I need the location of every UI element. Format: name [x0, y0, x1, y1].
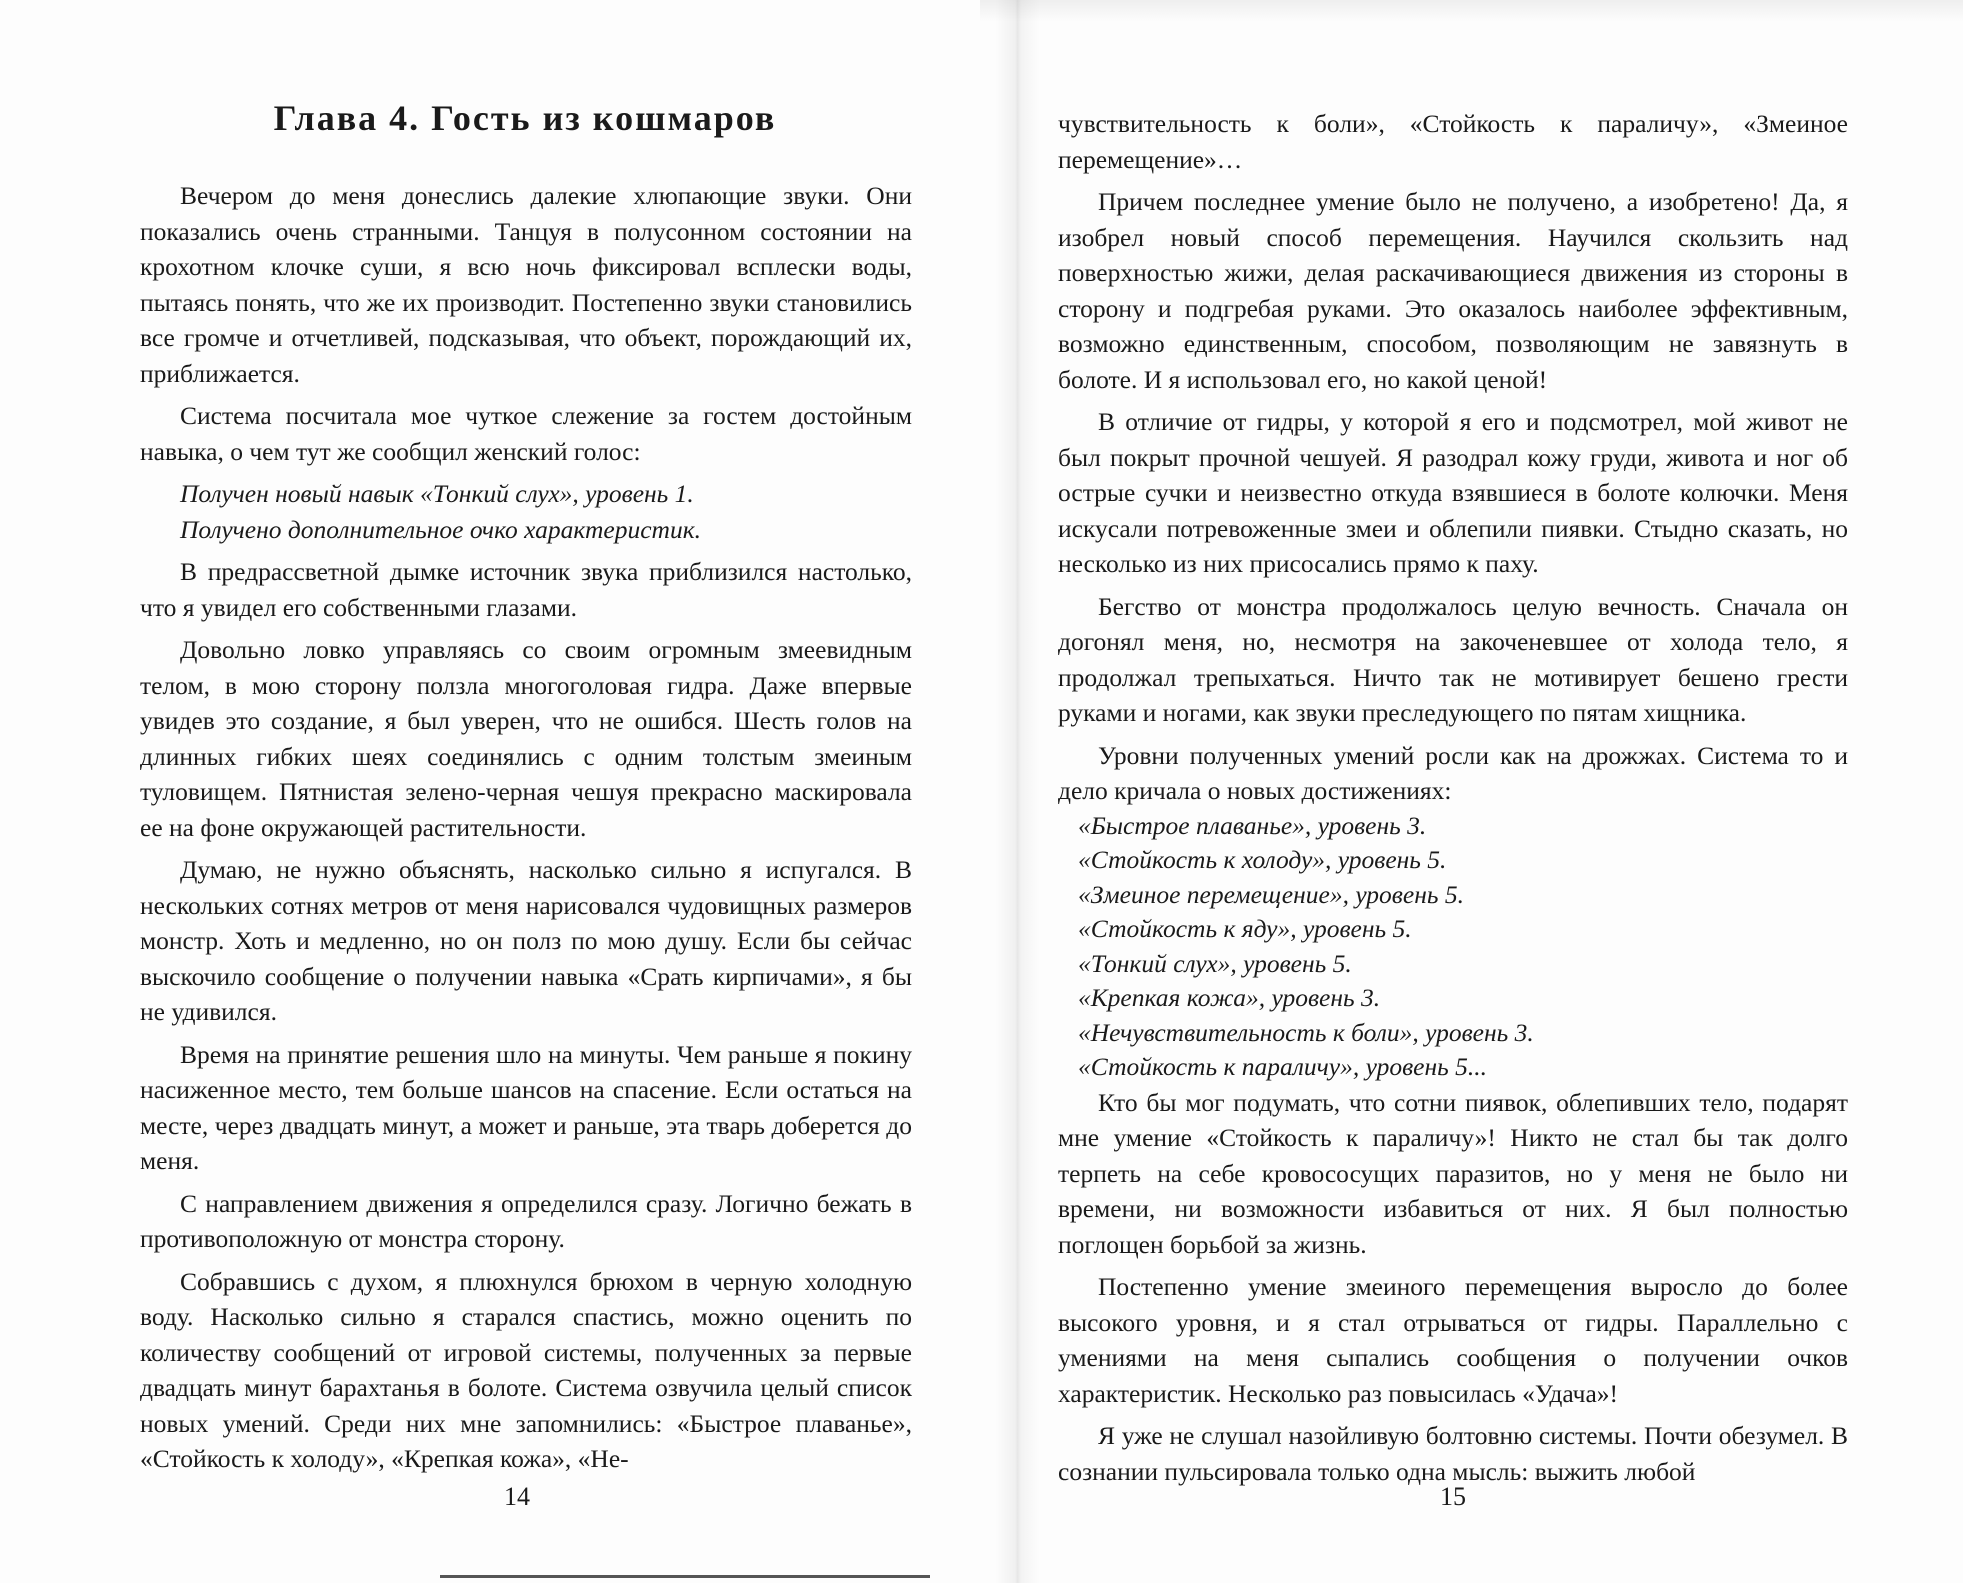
paragraph: Причем последнее умение было не получено, а изобретено! Да, я изобрел новый способ перемещения. Научился скользить над поверхностью жижи, делая раскачивающиеся движения из стороны в сторону и подгребая руками. Это оказалось наиболее эффективным, возможно единственным, способом, позволяющим не завязнуть в болоте. И я использовал его, но какой ценой! [1058, 187, 1848, 394]
paragraph: Бегство от монстра продолжалось целую вечность. Сначала он догонял меня, но, несмотря на закоченевшее от холода тело, я продолжал трепыхаться. Ничто так не мотивирует бешено грести руками и ногами, как звуки преследующего по пятам хищника. [1058, 591, 1848, 727]
paragraph-continuation: чувствительность к боли», «Стойкость к параличу», «Змеиное перемещение»… [1058, 109, 1848, 174]
paragraph: Я уже не слушал назойливую болтовню системы. Почти обезумел. В сознании пульсировала только одна мысль: выжить любой [1058, 1421, 1848, 1486]
book-gutter-shadow [995, 0, 1040, 1583]
skills-list [1058, 809, 1848, 1085]
page-number-right: 15 [1440, 1482, 1466, 1511]
paragraph: Собравшись с духом, я плюхнулся брюхом в черную холодную воду. Насколько сильно я старался спастись, можно оценить по количеству сообщений от игровой системы, полученных за первые двадцать минут барахтанья в болоте. Система озвучила целый список новых умений. Среди них мне запомнились: «Быстрое плаванье», «Стойкость к холоду», «Крепкая кожа», «Не- [140, 1266, 912, 1473]
skill-item: «Стойкость к холоду», уровень 5. [1078, 845, 1447, 874]
system-message: Получено дополнительное очко характеристик. [180, 514, 702, 544]
paragraph: Время на принятие решения шло на минуты. Чем раньше я покину насиженное место, тем больше шансов на спасение. Если остаться на месте, через двадцать минут, а может и раньше, эта тварь доберется до меня. [140, 1039, 912, 1175]
paragraph: Вечером до меня донеслись далекие хлюпающие звуки. Они показались очень странными. Танцуя в полусонном состоянии на крохотном клочке суши, я всю ночь фиксировал всплески воды, пытаясь понять, что же их производит. Постепенно звуки становились все громче и отчетливей, подсказывая, что объект, порождающий их, приближается. [140, 181, 912, 388]
left-page-text [140, 178, 912, 1484]
paragraph: В отличие от гидры, у которой я его и подсмотрел, мой живот не был покрыт прочной чешуей. Я разодрал кожу груди, живота и ног об острые сучки и неизвестно откуда взявшиеся в болоте колючки. Меня искусали потревоженные змеи и облепили пиявки. Стыдно сказать, но несколько из них присосались прямо к паху. [1058, 407, 1848, 578]
page-top-shadow [980, 0, 1963, 22]
paragraph: Уровни полученных умений росли как на дрожжах. Система то и дело кричала о новых достижениях: [1058, 740, 1848, 805]
paragraph: Система посчитала мое чуткое слежение за гостем достойным навыка, о чем тут же сообщил женский голос: [140, 401, 912, 466]
paragraph: С направлением движения я определился сразу. Логично бежать в противоположную от монстра сторону. [140, 1188, 912, 1253]
skill-item: «Стойкость к яду», уровень 5. [1078, 914, 1412, 943]
chapter-title: Глава 4. Гость из кошмаров [273, 98, 777, 138]
paragraph: Думаю, не нужно объяснять, насколько сильно я испугался. В нескольких сотнях метров от меня нарисовался чудовищных размеров монстр. Хоть и медленно, но он полз по мою душу. Если бы сейчас выскочило сообщение о получении навыка «Срать кирпичами», я бы не удивился. [140, 855, 912, 1026]
skill-item: «Быстрое плаванье», уровень 3. [1078, 810, 1427, 840]
system-message: Получен новый навык «Тонкий слух», уровень 1. [180, 479, 694, 508]
skill-item: «Крепкая кожа», уровень 3. [1078, 983, 1381, 1012]
paragraph: В предрассветной дымке источник звука приблизился настолько, что я увидел его собственными глазами. [140, 557, 912, 622]
paragraph: Довольно ловко управляясь со своим огромным змеевидным телом, в мою сторону ползла многоголовая гидра. Даже впервые увидев это создание, я был уверен, что не ошибся. Шесть голов на длинных гибких шеях соединялись с одним толстым змеиным туловищем. Пятнистая зелено-черная чешуя прекрасно маскировала ее на фоне окружающей растительности. [140, 635, 912, 842]
page-bottom-edge [440, 1575, 930, 1578]
skill-item: «Тонкий слух», уровень 5. [1078, 948, 1352, 978]
right-page-text [1058, 106, 1848, 1496]
skill-item: «Нечувствительность к боли», уровень 3. [1078, 1017, 1534, 1047]
skill-item: «Змеиное перемещение», уровень 5. [1078, 879, 1464, 909]
skill-item: «Стойкость к параличу», уровень 5... [1078, 1052, 1487, 1081]
paragraph: Кто бы мог подумать, что сотни пиявок, облепивших тело, подарят мне умение «Стойкость к параличу»! Никто не стал бы так долго терпеть на себе кровососущих паразитов, но у меня не было ни времени, ни возможности избавиться от них. Я был полностью поглощен борьбой за жизнь. [1058, 1087, 1848, 1259]
page-number-left: 14 [504, 1482, 530, 1511]
paragraph: Постепенно умение змеиного перемещения выросло до более высокого уровня, и я стал отрываться от гидры. Параллельно с умениями на меня сыпались сообщения о получении очков характеристик. Несколько раз повысилась «Удача»! [1058, 1272, 1848, 1408]
